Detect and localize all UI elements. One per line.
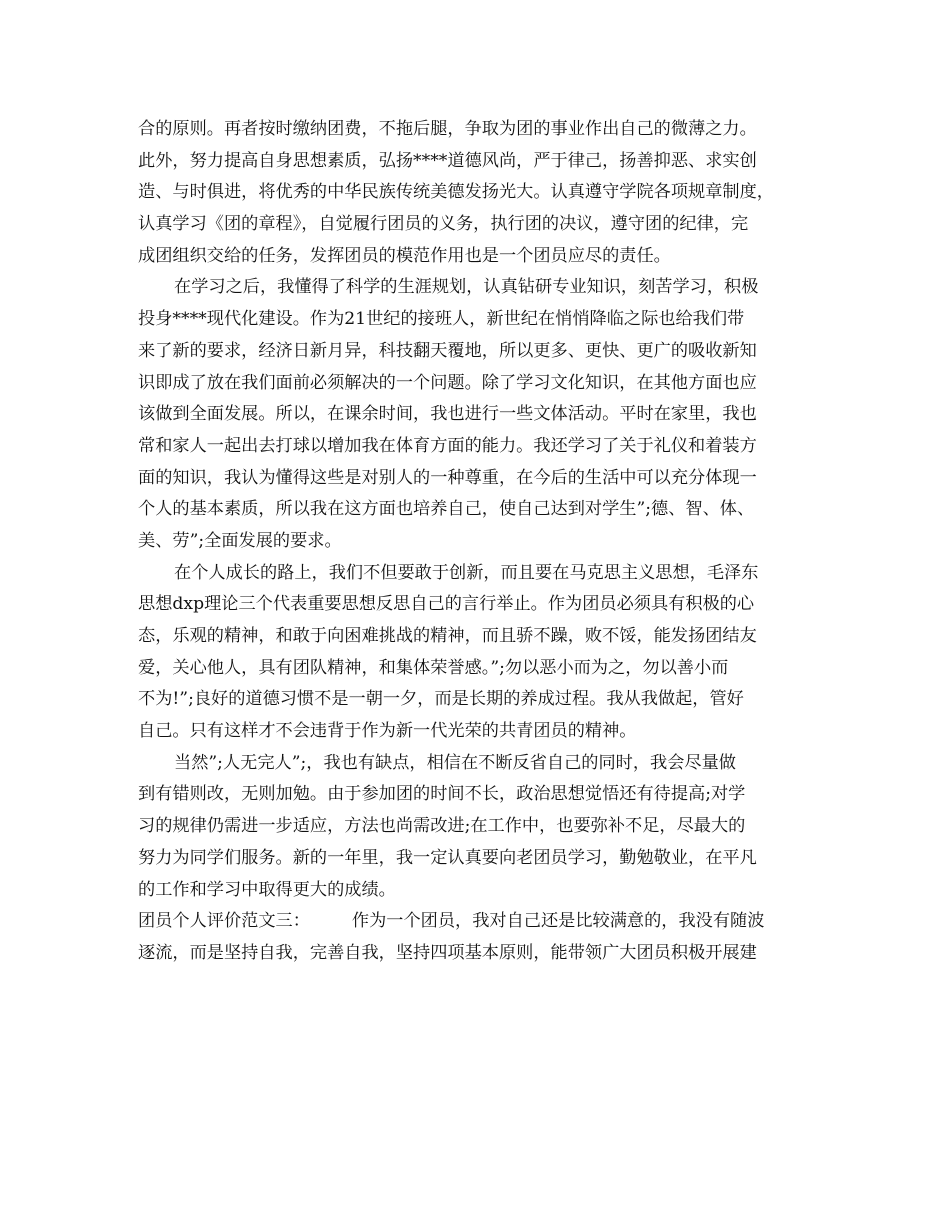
- paragraph-start-line: 在个人成长的路上，我们不但要敢于创新，而且要在马克思主义思想，毛泽东: [174, 562, 759, 583]
- text-line: 自己。只有这样才不会违背于作为新一代光荣的共青团员的精神。: [138, 721, 637, 742]
- text-line: 思想dxp理论三个代表重要思想反思自己的言行举止。作为团员必须具有积极的心: [138, 594, 755, 615]
- text-line: 合的原则。再者按时缴纳团费，不拖后腿，争取为团的事业作出自己的微薄之力。: [138, 119, 757, 139]
- text-line: 识即成了放在我们面前必须解决的一个问题。除了学习文化知识，在其他方面也应: [138, 372, 757, 393]
- section-text: 作为一个团员，我对自己还是比较满意的，我没有随波: [351, 911, 765, 932]
- text-line: 美、劳”;全面发展的要求。: [138, 530, 342, 551]
- paragraph-start-line: 当然”;人无完人”;，我也有缺点，相信在不断反省自己的同时，我会尽量做: [174, 752, 736, 773]
- paragraph-start-line: 在学习之后，我懂得了科学的生涯规划，认真钻研专业知识，刻苦学习，积极: [174, 277, 759, 298]
- text-line: 投身****现代化建设。作为21世纪的接班人，新世纪在悄悄降临之际也给我们带: [138, 309, 745, 330]
- text-line: 的工作和学习中取得更大的成绩。: [138, 879, 396, 900]
- text-line: 成团组织交给的任务，发挥团员的模范作用也是一个团员应尽的责任。: [138, 245, 671, 266]
- text-line: 不为!”;良好的道德习惯不是一朝一夕，而是长期的养成过程。我从我做起，管好: [138, 689, 744, 710]
- text-line: 面的知识，我认为懂得这些是对别人的一种尊重，在今后的生活中可以充分体现一: [138, 467, 757, 488]
- section-first-line: [138, 906, 828, 938]
- text-line: 认真学习《团的章程》，自觉履行团员的义务，执行团的决议，遵守团的纪律，完: [138, 214, 749, 235]
- section-label: 团员个人评价范文三：: [138, 911, 310, 932]
- text-line: 努力为同学们服务。新的一年里，我一定认真要向老团员学习，勤勉敬业，在平凡: [138, 847, 757, 868]
- text-line: 造、与时俱进，将优秀的中华民族传统美德发扬光大。认真遵守学院各项规章制度，: [138, 182, 774, 203]
- text-line: 来了新的要求，经济日新月异，科技翻天覆地，所以更多、更快、更广的吸收新知: [138, 340, 757, 361]
- text-line: 到有错则改，无则加勉。由于参加团的时间不长，政治思想觉悟还有待提高;对学: [138, 784, 746, 805]
- text-line: 逐流，而是坚持自我，完善自我，坚持四项基本原则，能带领广大团员积极开展建: [138, 942, 757, 963]
- text-line: 该做到全面发展。所以，在课余时间，我也进行一些文体活动。平时在家里，我也: [138, 404, 757, 425]
- document-body: [138, 114, 828, 970]
- text-line: 常和家人一起出去打球以增加我在体育方面的能力。我还学习了关于礼仪和着装方: [138, 435, 757, 456]
- text-line: 爱，关心他人，具有团队精神，和集体荣誉感。”;勿以恶小而为之，勿以善小而: [138, 657, 729, 678]
- text-line: 个人的基本素质，所以我在这方面也培养自己，使自己达到对学生”;德、智、体、: [138, 499, 755, 520]
- text-line: 习的规律仍需进一步适应，方法也尚需改进;在工作中，也要弥补不足，尽最大的: [138, 816, 746, 837]
- text-line: 此外，努力提高自身思想素质，弘扬****道德风尚，严于律己，扬善抑恶、求实创: [138, 150, 757, 171]
- text-line: 态，乐观的精神，和敢于向困难挑战的精神，而且骄不躁，败不馁，能发扬团结友: [138, 626, 757, 646]
